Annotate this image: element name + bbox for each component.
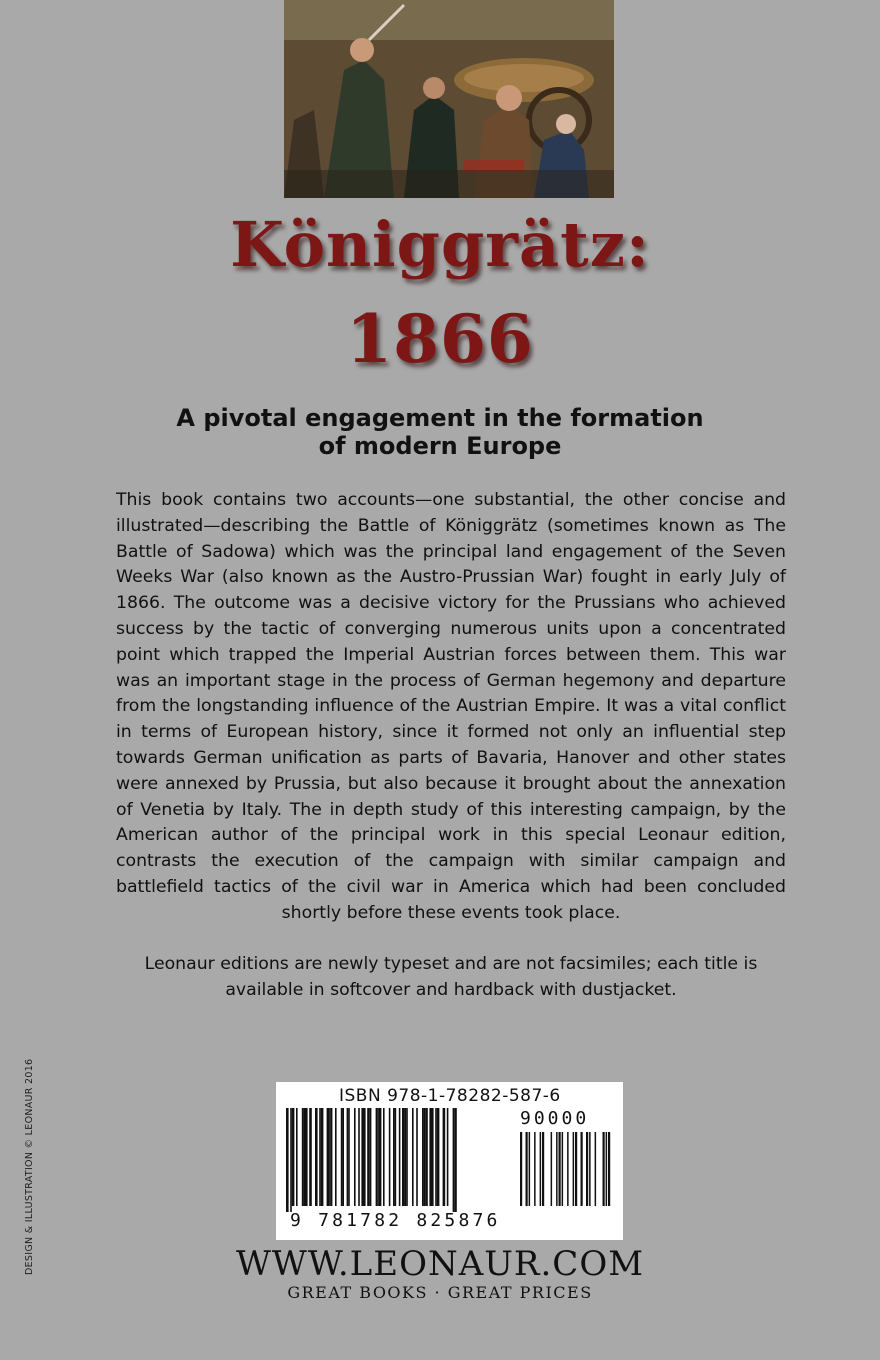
isbn-barcode	[276, 1082, 623, 1240]
cover-painting	[284, 0, 614, 198]
barcode-digits: 9 781782 825876	[290, 1210, 501, 1231]
editions-note: Leonaur editions are newly typeset and are not facsimiles; each title is available in softcover and hardback with dustjacket.	[144, 954, 758, 1000]
battle-painting-image	[284, 0, 614, 198]
tagline-line-1: A pivotal engagement in the formation	[176, 404, 704, 432]
isbn-label: ISBN 978-1-78282-587-6	[339, 1086, 561, 1106]
tagline-line-2: of modern Europe	[318, 432, 562, 460]
publisher-motto: GREAT BOOKS · GREAT PRICES	[287, 1283, 593, 1302]
design-credit: DESIGN & ILLUSTRATION © LEONAUR 2016	[24, 1058, 35, 1275]
book-title: Königgrätz:	[230, 208, 650, 281]
publisher-website: WWW.LEONAUR.COM	[235, 1244, 645, 1284]
book-title-year: 1866	[346, 300, 534, 378]
tagline	[0, 404, 880, 460]
book-description: This book contains two accounts—one substantial, the other concise and illustrated—describing the Battle of Königgrätz (sometimes known as The Battle of Sadowa) which was the principal land engagement of the Seven Weeks War (also known as the Austro-Prussian War) fought in early July of 1866. The outcome was a decisive victory for the Prussians who achieved success by the tactic of converging numerous units upon a concentrated point which trapped the Imperial Austrian forces between them. This war was an important stage in the process of German hegemony and departure from the longstanding influence of the Austrian Empire. It was a vital conflict in terms of European history, since it formed not only an influential step towards German unification as parts of Bavaria, Hanover and other states were annexed by Prussia, but also because it brought about the annexation of Venetia by Italy. The in depth study of this interesting campaign, by the American author of the principal work in this special Leonaur edition, contrasts the execution of the campaign with similar campaign and battlefield tactics of the civil war in America which had been concluded shortly before these events took place.	[116, 490, 786, 923]
price-code: 90000	[520, 1108, 590, 1129]
